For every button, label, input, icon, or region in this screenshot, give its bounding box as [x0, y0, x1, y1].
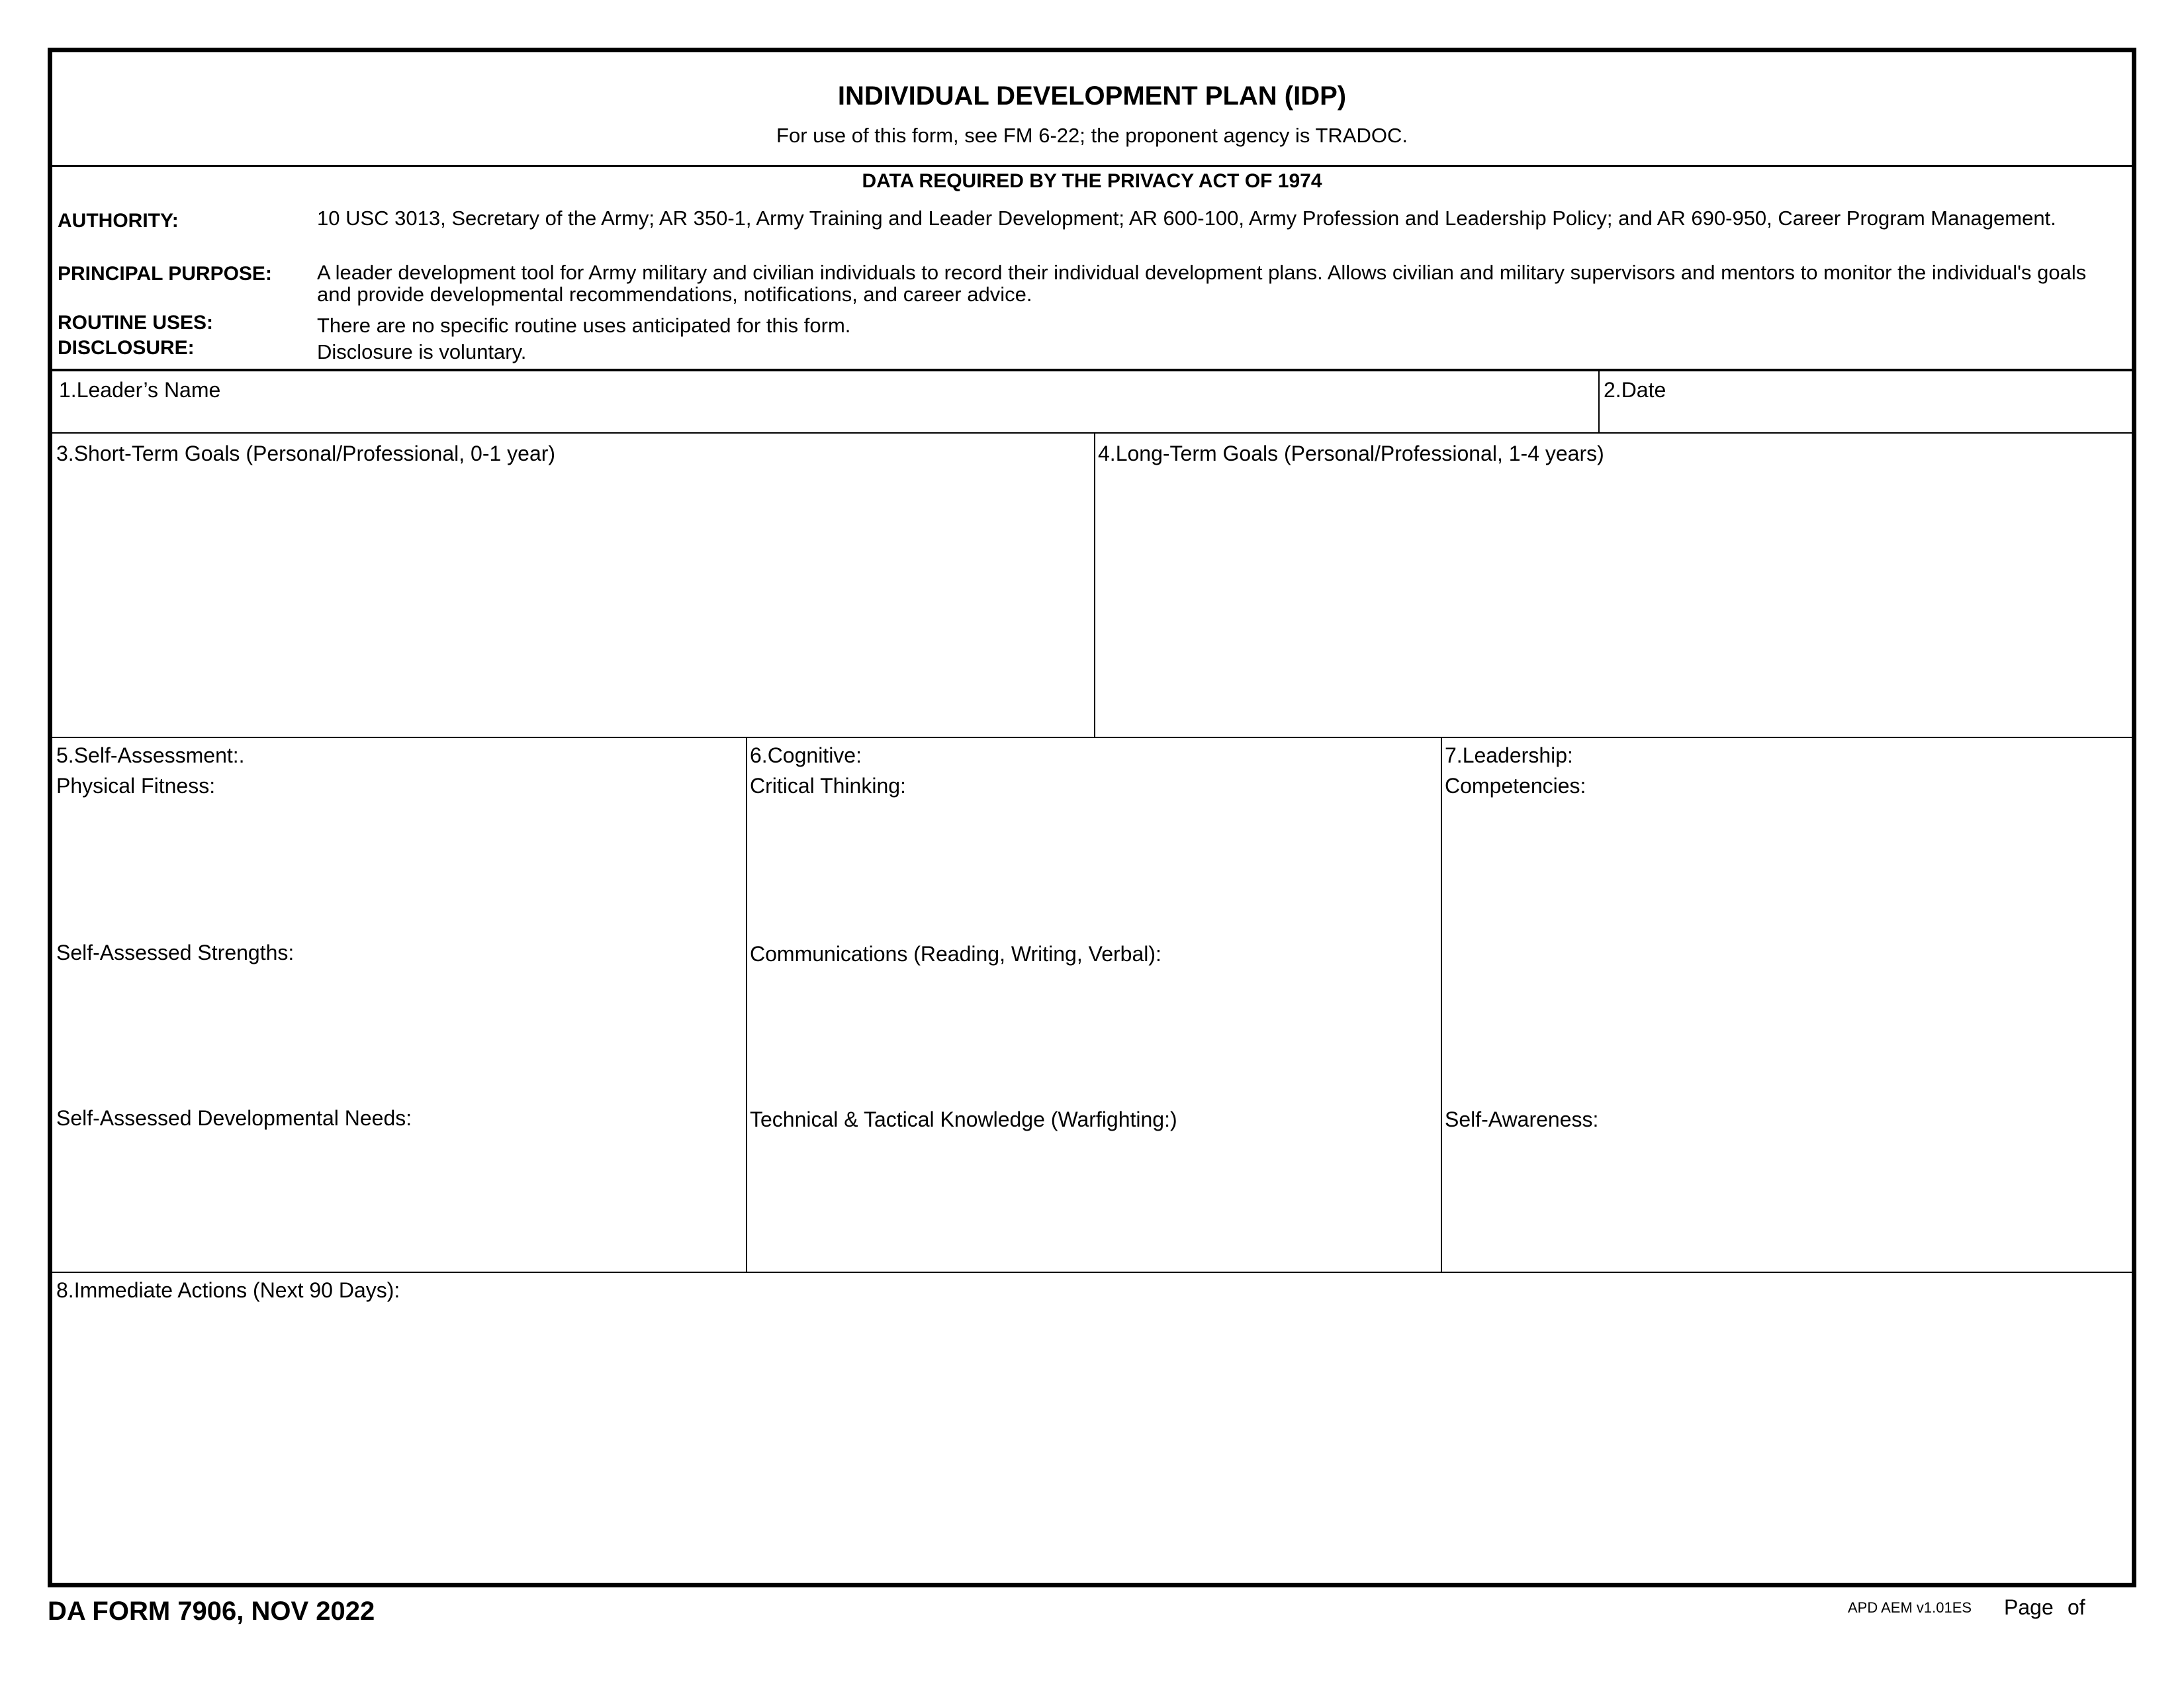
- form-id: DA FORM 7906, NOV 2022: [48, 1597, 375, 1626]
- divider: [52, 432, 2132, 434]
- immediate-actions-field[interactable]: 8.Immediate Actions (Next 90 Days):: [56, 1278, 400, 1302]
- divider: [746, 737, 747, 1272]
- self-assessment-heading: 5.Self-Assessment:.: [56, 743, 245, 767]
- divider: [52, 1272, 2132, 1273]
- divider: [52, 737, 2132, 738]
- self-assessed-needs-field[interactable]: Self-Assessed Developmental Needs:: [56, 1106, 412, 1130]
- disclosure-label: DISCLOSURE:: [58, 337, 195, 359]
- divider: [1441, 737, 1442, 1272]
- form-subtitle: For use of this form, see FM 6-22; the proponent agency is TRADOC.: [776, 124, 1408, 147]
- date-field[interactable]: 2.Date: [1604, 378, 1666, 402]
- authority-label: AUTHORITY:: [58, 210, 179, 232]
- divider: [1598, 370, 1600, 434]
- form-frame: [48, 48, 2136, 1587]
- form-title: INDIVIDUAL DEVELOPMENT PLAN (IDP): [837, 81, 1347, 111]
- technical-tactical-field[interactable]: Technical & Tactical Knowledge (Warfighting:): [750, 1107, 1177, 1131]
- self-awareness-field[interactable]: Self-Awareness:: [1445, 1107, 1599, 1131]
- self-assessed-strengths-field[interactable]: Self-Assessed Strengths:: [56, 941, 295, 964]
- divider: [52, 165, 2132, 167]
- long-term-goals-field[interactable]: 4.Long-Term Goals (Personal/Professional, 1-4 years): [1098, 442, 1604, 465]
- privacy-act-heading: DATA REQUIRED BY THE PRIVACY ACT OF 1974: [862, 170, 1322, 192]
- leadership-heading: 7.Leadership:: [1445, 743, 1573, 767]
- physical-fitness-field[interactable]: Physical Fitness:: [56, 774, 216, 798]
- page-label: Page: [2004, 1595, 2054, 1619]
- divider: [1094, 433, 1095, 737]
- version-label: APD AEM v1.01ES: [1848, 1599, 1972, 1616]
- cognitive-heading: 6.Cognitive:: [750, 743, 862, 767]
- purpose-text: A leader development tool for Army military and civilian individuals to record their individual development plans. Allows civilian and military supervisors and mentors to monitor the individual's goals and provide developmental recommendations, notifications, and career advice.: [317, 261, 2087, 306]
- competencies-field[interactable]: Competencies:: [1445, 774, 1586, 798]
- routine-uses-text: There are no specific routine uses anticipated for this form.: [317, 314, 851, 337]
- communications-field[interactable]: Communications (Reading, Writing, Verbal):: [750, 942, 1161, 966]
- disclosure-text: Disclosure is voluntary.: [317, 340, 527, 363]
- of-label: of: [2068, 1595, 2085, 1619]
- purpose-label: PRINCIPAL PURPOSE:: [58, 263, 272, 285]
- short-term-goals-field[interactable]: 3.Short-Term Goals (Personal/Professional, 0-1 year): [56, 442, 556, 465]
- divider: [52, 369, 2132, 371]
- critical-thinking-field[interactable]: Critical Thinking:: [750, 774, 906, 798]
- leaders-name-field[interactable]: 1.Leader’s Name: [59, 378, 221, 402]
- authority-text: 10 USC 3013, Secretary of the Army; AR 350-1, Army Training and Leader Development; AR 600-100, Army Profession and Leadership Policy; and AR 690-950, Career Program Management.: [317, 207, 2056, 230]
- routine-uses-label: ROUTINE USES:: [58, 312, 214, 334]
